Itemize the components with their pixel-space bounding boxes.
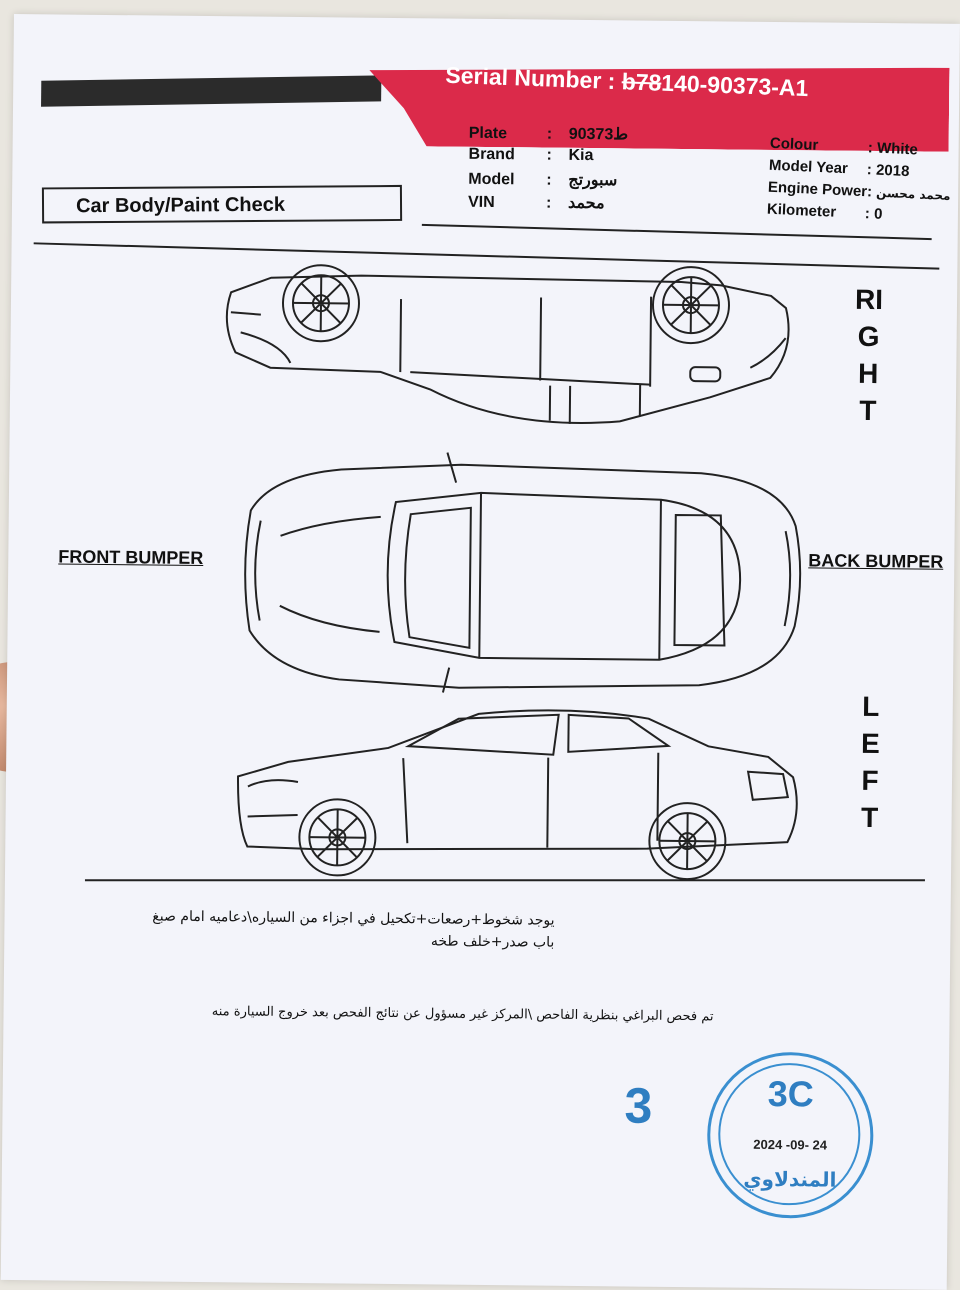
vin-value: محمد [567, 194, 605, 213]
label-left: LEFT [860, 690, 880, 834]
model-row: Model : سبورتج [468, 170, 618, 190]
stamp-date: 2024 -09- 24 [753, 1136, 828, 1153]
model-label: Model [468, 170, 515, 189]
colour-row: Colour : White [769, 134, 919, 159]
stamp-code: 3C [767, 1072, 814, 1115]
section-title: Car Body/Paint Check [75, 193, 286, 218]
engine-power-value: محمد محسن [875, 185, 951, 203]
label-right: RIGHT [854, 283, 884, 427]
serial-label: Serial Number : [444, 61, 616, 94]
stamp-name: المندلاوي [743, 1166, 837, 1192]
car-right-side-diagram [210, 252, 812, 438]
model-value: سبورتج [568, 171, 618, 190]
divider-bottom [85, 879, 925, 881]
model-year-row: Model Year : 2018 [768, 156, 910, 181]
colour-label: Colour [769, 134, 819, 154]
header-dark-bar [41, 75, 381, 106]
car-left-side-diagram [227, 696, 809, 882]
brand-value: Kia [568, 146, 594, 165]
kilometer-label: Kilometer [766, 200, 837, 221]
serial-value: 140-90373-A1 [660, 69, 809, 102]
plate-row: Plate : ط90373 [468, 124, 629, 144]
section-title-box [42, 185, 402, 224]
disclaimer-note: تم فحص البراغي بنظرية الفاحص \المركز غير مسؤول عن نتائج الفحص بعد خروج السيارة منه [211, 1004, 714, 1025]
brand-row: Brand : Kia [468, 145, 594, 165]
vin-row: VIN : محمد [467, 193, 605, 213]
brand-label: Brand [468, 145, 515, 164]
kilometer-row: Kilometer : 0 [766, 200, 883, 223]
inspection-sheet [1, 14, 960, 1290]
inspector-stamp [706, 1051, 874, 1219]
model-year-label: Model Year [768, 156, 849, 178]
handwritten-number: 3 [624, 1077, 653, 1134]
damage-note-line1: يوجد شخوط+رصعات+تكحيل في اجزاء من السياره\دعاميه امام صبغ [152, 908, 555, 929]
colour-value: White [876, 139, 919, 159]
label-back-bumper: BACK BUMPER [808, 550, 944, 572]
label-front-bumper: FRONT BUMPER [58, 546, 204, 569]
vin-label: VIN [467, 193, 495, 212]
plate-label: Plate [468, 124, 508, 143]
engine-power-label: Engine Power: [767, 178, 873, 201]
model-year-value: 2018 [875, 161, 910, 181]
kilometer-value: 0 [873, 205, 883, 223]
vehicle-info-right [766, 135, 952, 231]
plate-value: ط90373 [568, 125, 629, 144]
damage-note-line2: باب صدر+خلف طخه [430, 933, 555, 951]
vehicle-info-left [468, 123, 628, 217]
car-top-view-diagram [219, 440, 822, 708]
serial-struck: b78 [621, 68, 662, 96]
